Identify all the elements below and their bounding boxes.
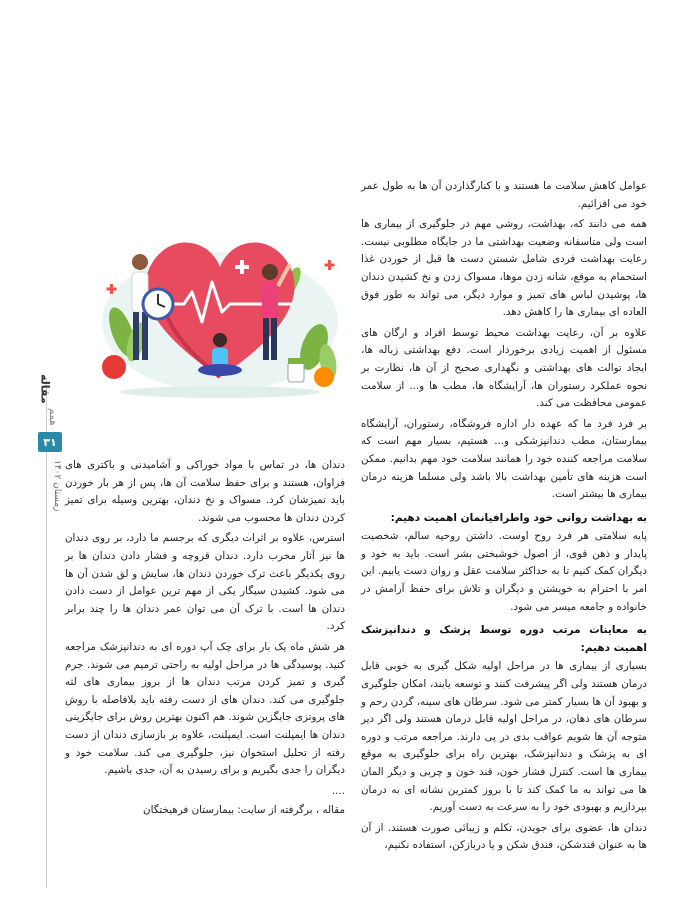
paragraph: پایه سلامتی هر فرد روح اوست. داشتن روحیه سالم، شخصیت پایدار و ذهن قوی، از اصول خوشبختی بشر است. باید به خود و دیگران کمک کنیم تا به حداکثر سلامت عقل و روان دست یابیم. این امر با احترام به خویشتن و دیگران و تلاش برای حفظ آرامش در خانواده و جامعه میسر می شود. (361, 530, 647, 613)
issue-label: زمستان ۱۴۰۲ (52, 460, 62, 512)
paragraph: عوامل کاهش سلامت ما هستند و با کنارگذاردن آن ها به طول عمر خود می افزائیم. (361, 180, 647, 210)
ellipsis: .... (331, 784, 345, 797)
magazine-logo: همم (47, 408, 58, 426)
paragraph: بر فرد فرد ما که عهده دار اداره فروشگاه، رستوران، آرایشگاه بیمارستان، مطب دندانپزشکی و... هستیم، بسیار مهم است که سلامت مراجعه کننده خود را همانند سلامت خود مهم بدانیم. ممکن است هزینه های تأمین بهداشت بالا باشد ولی مسلما هزینه درمان بیماری ها بیشتر است. (361, 417, 647, 501)
health-heart-illustration (92, 212, 348, 402)
paragraph: استرس، علاوه بر اثرات دیگری که برجسم ما دارد، بر روی دندان ها نیز آثار مخرب دارد. دندان قروچه و فشار دادن دندان ها بر روی یکدیگر باعث ترک خوردن دندان ها، سایش و لق شدن آن ها می شود. کشیدن سیگار یکی از مهم ترین عوامل از دست دادن دندان ها است. با ترک آن می توان عمر دندان ها را چند برابر کرد. (65, 532, 345, 633)
source-credit: مقاله ، برگرفته از سایت: بیمارستان فرهیختگان (143, 804, 345, 817)
page-number: ۳۱ (38, 432, 62, 452)
paragraph: هر شش ماه یک بار برای چک آپ دوره ای به دندانپزشک مراجعه کنید. پوسیدگی ها در مراحل اولیه به راحتی ترمیم می شوند. جرم گیری و تمیز کردن مرتب دندان ها از بروز بیماری های لثه جلوگیری می کند. دندان های از دست رفته باید بلافاصله با روش های پروتزی جایگزین شوند. هم اکنون بهترین روش برای جایگزینی دندان ها ایمپلنت است. ایمپلنت، علاوه بر بازسازی دندان از دست رفته از تحلیل استخوان نیز، جلوگیری می کند. سلامت خود و دیگران را جدی بگیریم و برای رسیدن به آن، جدی باشیم. (65, 640, 345, 777)
section-heading: به بهداشت روانی خود واطرافیانمان اهمیت دهیم: (390, 511, 647, 524)
section-heading: به معاینات مرتب دوره توسط پزشک و دندانپزشک اهمیت دهیم: (361, 624, 647, 654)
paragraph: علاوه بر آن، رعایت بهداشت محیط توسط افراد و ارگان های مسئول از اهمیت زیادی برخوردار است. دفع بهداشتی زباله ها، ایجاد توالت های بهداشتی و نگهداری صحیح از آن ها، نظارت بر نحوه عملکرد رستوران ها، آرایشگاه ها، مطب ها و... از سلامت عمومی محافظت می کند. (361, 326, 647, 410)
left-text-column (65, 457, 345, 817)
pill-bottle-icon (288, 362, 304, 382)
right-text-column (361, 178, 647, 852)
apple-icon (102, 355, 126, 379)
paragraph: دندان ها، در تماس با مواد خوراکی و آشامیدنی و باکتری های فراوان، هستند و برای حفظ سلامت آن ها، پس از هر بار خوردن باید تمیزشان کرد. مسواک و نخ دندان، بهترین وسیله برای تمیز کردن دندان ها محسوب می شوند. (65, 459, 345, 524)
orange-icon (314, 367, 334, 387)
side-divider (46, 378, 47, 888)
paragraph: بسیاری از بیماری ها در مراحل اولیه شکل گیری به خوبی قابل درمان هستند ولی اگر پیشرفت کنند و توسعه یابند، امکان جلوگیری و بهبود آن ها بسیار کمتر می شود. سرطان های سینه، گردن رحم و سرطان های دهان، در مراحل اولیه قابل درمان هستند ولی اگر دیر متوجه آن ها شویم عواقب بدی در پی دارند. مراجعه مرتب و دوره ای به پزشک و دندانپزشک، بهترین راه برای جلوگیری به موقع بیماری ها است. کنترل فشار خون، قند خون و چربی و دیگر المان ها می تواند به ما کمک کند تا با بروز کمترین نشانه ای به درمان بپردازیم و بهبودی خود را به سرعت به دست آوریم. (361, 660, 647, 814)
paragraph: دندان ها، عضوی برای جویدن، تکلم و زیبائی صورت هستند. از آن ها به عنوان قندشکن، فندق شکن و یا دربازکن، استفاده نکنیم، (361, 821, 647, 852)
section-title: مقاله (38, 374, 52, 404)
paragraph: همه می دانند که، بهداشت، روشی مهم در جلوگیری از بیماری ها است ولی متاسفانه وضعیت بهداشتی ما در جایگاه مطلوبی نیست. رعایت بهداشت فردی شامل شستن دست ها قبل از خوردن غذا استحمام به موقع، شانه زدن موها، مسواک زدن و نخ کشیدن دندان ها، پوشیدن لباس های تمیز و موارد دیگر، می تواند به طور فوق العاده ای بیماری ها را کاهش دهد. (361, 218, 647, 319)
